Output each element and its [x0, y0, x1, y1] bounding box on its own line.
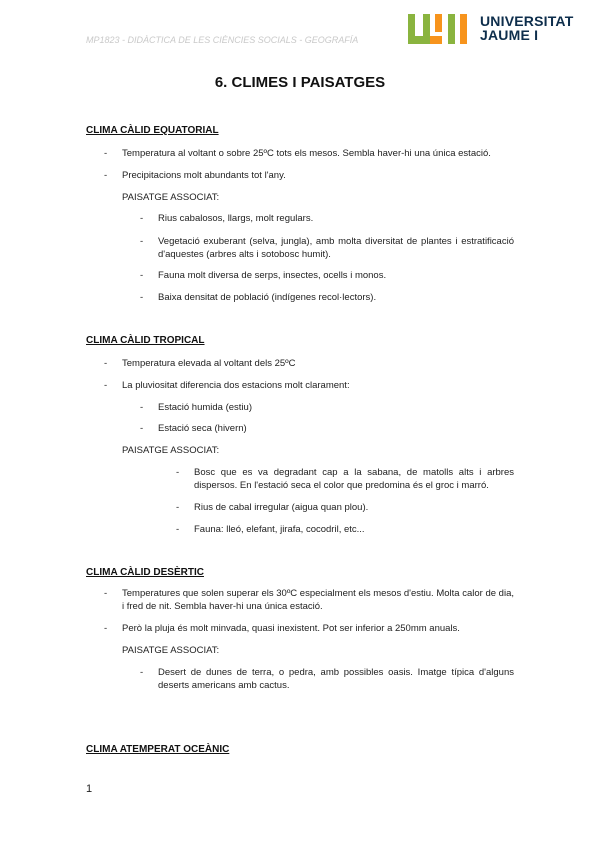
list-item: Rius cabalosos, llargs, molt regulars. [158, 213, 314, 224]
list-item: Baixa densitat de població (indígenes recol·lectors). [158, 292, 377, 303]
section-heading-desertic: CLIMA CÀLID DESÈRTIC [86, 567, 204, 578]
list-item: Desert de dunes de terra, o pedra, amb possibles oasis. Imatge típica d'alguns deserts americans amb cactus. [158, 667, 514, 691]
landscape-label: PAISATGE ASSOCIAT: [122, 192, 220, 203]
list-item: Temperatura al voltant o sobre 25ºC tots els mesos. Sembla haver-hi una única estació. [122, 148, 491, 159]
list-item: Temperatures que solen superar els 30ºC especialment els mesos d'estiu. Molta calor de dia, i fred de nit. Sembla haver-hi una única estació. [122, 588, 514, 612]
page-title: 6. CLIMES I PAISATGES [214, 74, 386, 91]
university-name-line1: UNIVERSITAT [480, 13, 574, 29]
list-item: Estació seca (hivern) [158, 423, 247, 434]
bullet-dash: - [140, 292, 144, 303]
uji-logo [408, 14, 578, 44]
bullet-dash: - [140, 423, 144, 434]
list-item: Bosc que es va degradant cap a la sabana, de matolls alts i arbres dispersos. En l'estació seca el color que predomina és el groc i marró. [194, 467, 514, 491]
bullet-dash: - [104, 380, 108, 391]
uji-logo-mark-icon [408, 14, 470, 44]
list-item: Fauna molt diversa de serps, insectes, ocells i monos. [158, 270, 387, 281]
bullet-dash: - [176, 524, 180, 535]
section-heading-oceanic: CLIMA ATEMPERAT OCEÀNIC [86, 744, 230, 755]
page-number: 1 [86, 783, 93, 795]
bullet-dash: - [176, 502, 180, 513]
bullet-dash: - [140, 213, 144, 224]
bullet-dash: - [140, 236, 144, 247]
landscape-label: PAISATGE ASSOCIAT: [122, 445, 220, 456]
list-item: Estació humida (estiu) [158, 402, 252, 413]
list-item: Precipitacions molt abundants tot l'any. [122, 170, 286, 181]
course-header: MP1823 - DIDÀCTICA DE LES CIÈNCIES SOCIALS - GEOGRAFÍA [86, 35, 359, 45]
bullet-dash: - [176, 467, 180, 478]
list-item: La pluviositat diferencia dos estacions molt clarament: [122, 380, 350, 391]
list-item: Rius de cabal irregular (aigua quan plou). [194, 502, 369, 513]
bullet-dash: - [140, 270, 144, 281]
section-heading-equatorial: CLIMA CÀLID EQUATORIAL [86, 125, 219, 136]
landscape-label: PAISATGE ASSOCIAT: [122, 645, 220, 656]
university-name [480, 14, 573, 42]
bullet-dash: - [140, 402, 144, 413]
list-item: Temperatura elevada al voltant dels 25ºC [122, 358, 296, 369]
university-name-line2: JAUME I [480, 27, 539, 43]
bullet-dash: - [104, 588, 108, 599]
bullet-dash: - [104, 148, 108, 159]
bullet-dash: - [104, 623, 108, 634]
bullet-dash: - [104, 358, 108, 369]
bullet-dash: - [140, 667, 144, 678]
list-item: Però la pluja és molt minvada, quasi inexistent. Pot ser inferior a 250mm anuals. [122, 623, 460, 634]
bullet-dash: - [104, 170, 108, 181]
list-item: Vegetació exuberant (selva, jungla), amb molta diversitat de plantes i estratificació d'aquestes (arbres alts i sotobosc humit). [158, 236, 514, 260]
list-item: Fauna: lleó, elefant, jirafa, cocodril, etc... [194, 524, 365, 535]
section-heading-tropical: CLIMA CÀLID TROPICAL [86, 335, 205, 346]
